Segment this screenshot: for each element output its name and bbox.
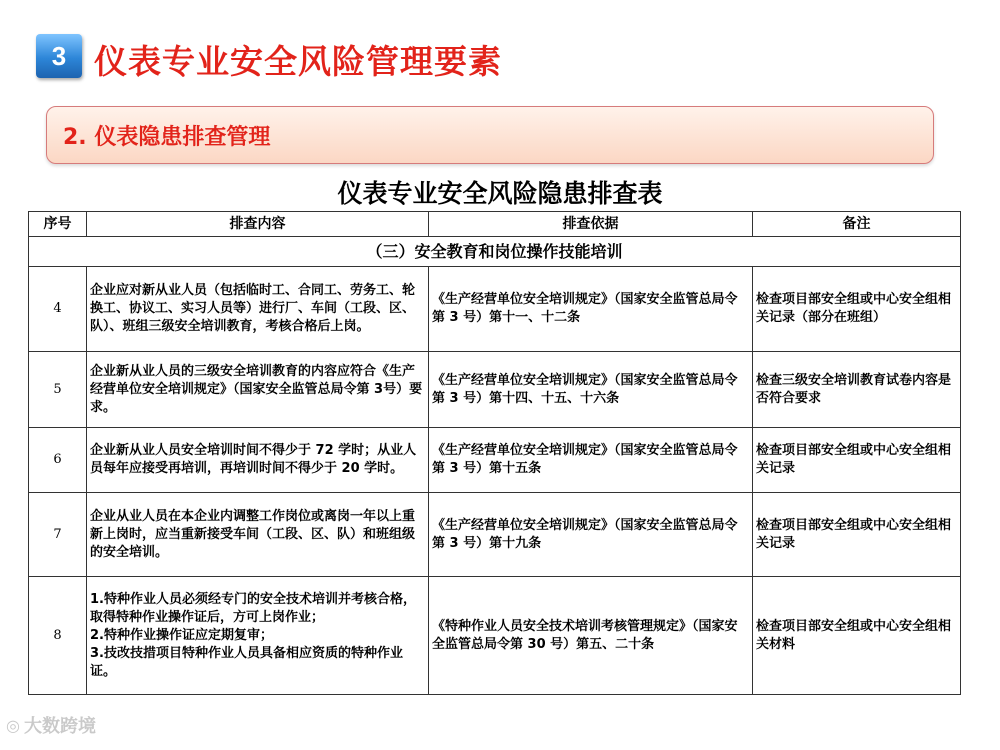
table-row xyxy=(29,352,961,428)
check-content: 企业新从业人员的三级安全培训教育的内容应符合《生产经营单位安全培训规定》（国家安全监管总局令第 3号）要求。 xyxy=(87,352,429,428)
check-note: 检查三级安全培训教育试卷内容是否符合要求 xyxy=(753,352,961,428)
check-note: 检查项目部安全组或中心安全组相关记录 xyxy=(753,493,961,577)
table-row xyxy=(29,428,961,493)
column-header-number: 序号 xyxy=(29,212,87,237)
section-header-bar xyxy=(46,106,934,164)
table-row xyxy=(29,577,961,695)
row-number: 6 xyxy=(29,428,87,493)
table-row xyxy=(29,267,961,352)
check-basis: 《生产经营单位安全培训规定》（国家安全监管总局令第 3 号）第十五条 xyxy=(429,428,753,493)
column-header-note: 备注 xyxy=(753,212,961,237)
watermark xyxy=(6,712,96,738)
row-number: 4 xyxy=(29,267,87,352)
check-note: 检查项目部安全组或中心安全组相关记录（部分在班组） xyxy=(753,267,961,352)
section-number-badge: 3 xyxy=(36,34,82,78)
row-number: 8 xyxy=(29,577,87,695)
check-basis: 《生产经营单位安全培训规定》（国家安全监管总局令第 3 号）第十九条 xyxy=(429,493,753,577)
table-title: 仪表专业安全风险隐患排查表 xyxy=(337,179,663,208)
camera-icon: ◎ xyxy=(6,715,20,735)
check-note: 检查项目部安全组或中心安全组相关材料 xyxy=(753,577,961,695)
group-title: （三）安全教育和岗位操作技能培训 xyxy=(29,237,961,267)
column-header-basis: 排查依据 xyxy=(429,212,753,237)
risk-checklist-table xyxy=(28,211,961,695)
check-content xyxy=(87,577,429,695)
check-basis: 《生产经营单位安全培训规定》（国家安全监管总局令第 3 号）第十四、十五、十六条 xyxy=(429,352,753,428)
check-content: 企业应对新从业人员（包括临时工、合同工、劳务工、轮换工、协议工、实习人员等）进行厂、车间（工段、区、队）、班组三级安全培训教育，考核合格后上岗。 xyxy=(87,267,429,352)
check-content-line: 1.特种作业人员必须经专门的安全技术培训并考核合格，取得特种作业操作证后，方可上岗作业； xyxy=(90,591,416,625)
group-header-row xyxy=(29,237,961,267)
check-basis: 《特种作业人员安全技术培训考核管理规定》（国家安全监管总局令第 30 号）第五、二十条 xyxy=(429,577,753,695)
check-content: 企业从业人员在本企业内调整工作岗位或离岗一年以上重新上岗时，应当重新接受车间（工段、区、队）和班组级的安全培训。 xyxy=(87,493,429,577)
table-row xyxy=(29,493,961,577)
check-basis: 《生产经营单位安全培训规定》（国家安全监管总局令第 3 号）第十一、十二条 xyxy=(429,267,753,352)
table-header-row xyxy=(29,212,961,237)
check-content-line: 3.技改技措项目特种作业人员具备相应资质的特种作业证。 xyxy=(90,645,403,679)
row-number: 7 xyxy=(29,493,87,577)
section-title: 2. 仪表隐患排查管理 xyxy=(63,124,271,150)
watermark-text: 大数跨境 xyxy=(23,716,96,737)
check-note: 检查项目部安全组或中心安全组相关记录 xyxy=(753,428,961,493)
column-header-content: 排查内容 xyxy=(87,212,429,237)
page-title: 仪表专业安全风险管理要素 xyxy=(94,42,502,81)
check-content-line: 2.特种作业操作证应定期复审； xyxy=(90,627,273,643)
row-number: 5 xyxy=(29,352,87,428)
check-content: 企业新从业人员安全培训时间不得少于 72 学时；从业人员每年应接受再培训，再培训时间不得少于 20 学时。 xyxy=(87,428,429,493)
